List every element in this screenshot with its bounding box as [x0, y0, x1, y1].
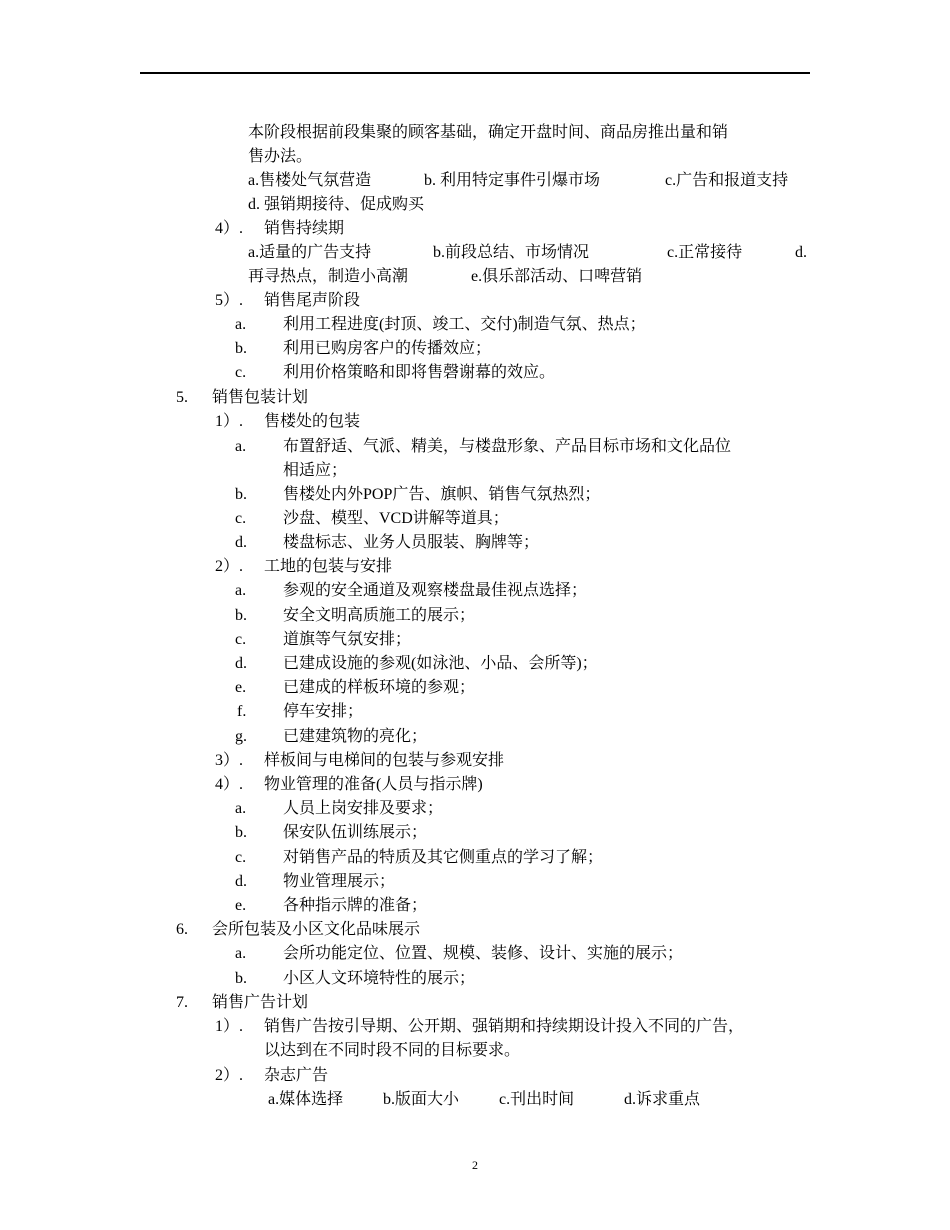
list-marker: b.: [235, 607, 247, 624]
s5-title: 销售尾声阶段: [264, 292, 361, 309]
list-marker: d.: [235, 534, 247, 551]
list-marker: d.: [235, 655, 247, 672]
list-item: 安全文明高质施工的展示；: [283, 607, 476, 624]
s4-option-e: e.俱乐部活动、口啤营销: [471, 268, 643, 285]
list-marker: c.: [235, 510, 247, 527]
sec5-sub4-title: 物业管理的准备(人员与指示牌): [264, 776, 483, 793]
sec7-option-c: c.刊出时间: [499, 1091, 575, 1108]
stage-option-a: a.售楼处气氛营造: [248, 172, 372, 189]
list-marker: f.: [237, 703, 247, 720]
list-marker: e.: [235, 897, 247, 914]
list-marker: g.: [235, 728, 247, 745]
list-marker: d.: [235, 873, 247, 890]
list-marker: b.: [235, 824, 247, 841]
list-item: 参观的安全通道及观察楼盘最佳视点选择；: [283, 582, 588, 599]
sec6-number: 6.: [176, 921, 188, 938]
list-item: 已建建筑物的亮化；: [283, 728, 428, 745]
stage-intro-line2: 售办法。: [248, 148, 313, 165]
s4-title: 销售持续期: [264, 220, 345, 237]
s4-option-d-text: 再寻热点，制造小高潮: [248, 268, 409, 285]
sec5-title: 销售包装计划: [212, 389, 309, 406]
s4-option-b: b.前段总结、市场情况: [433, 244, 590, 261]
list-marker: c.: [235, 364, 247, 381]
list-marker: a.: [235, 582, 247, 599]
sec7-option-b: b.版面大小: [383, 1091, 460, 1108]
list-item: 人员上岗安排及要求；: [283, 800, 444, 817]
stage-option-d: d. 强销期接待、促成购买: [248, 196, 425, 213]
sec5-sub1-title: 售楼处的包装: [264, 413, 361, 430]
list-marker: b.: [235, 970, 247, 987]
list-item: 道旗等气氛安排；: [283, 631, 412, 648]
list-item: 沙盘、模型、VCD讲解等道具；: [283, 510, 509, 527]
stage-option-c: c.广告和报道支持: [665, 172, 789, 189]
list-item: 会所功能定位、位置、规模、装修、设计、实施的展示；: [283, 945, 684, 962]
list-item: 已建成设施的参观(如泳池、小品、会所等)；: [283, 655, 598, 672]
stage-option-b: b. 利用特定事件引爆市场: [424, 172, 601, 189]
list-item: 已建成的样板环境的参观；: [283, 679, 476, 696]
list-item: 利用价格策略和即将售磬谢幕的效应。: [283, 364, 556, 381]
list-marker: c.: [235, 631, 247, 648]
list-marker: b.: [235, 340, 247, 357]
sec7-option-d: d.诉求重点: [624, 1091, 701, 1108]
sec7-title: 销售广告计划: [212, 994, 309, 1011]
sec7-sub1-line1: 销售广告按引导期、公开期、强销期和持续期设计投入不同的广告，: [264, 1018, 745, 1035]
list-marker: a.: [235, 800, 247, 817]
sec7-sub2-number: 2）.: [215, 1067, 244, 1084]
list-item-continuation: 相适应；: [283, 462, 348, 479]
sec7-number: 7.: [176, 994, 188, 1011]
list-marker: b.: [235, 486, 247, 503]
header-rule: [140, 72, 810, 74]
s4-number: 4）.: [215, 220, 244, 237]
s4-option-a: a.适量的广告支持: [248, 244, 372, 261]
list-item: 布置舒适、气派、精美，与楼盘形象、产品目标市场和文化品位: [283, 438, 732, 455]
list-item: 利用已购房客户的传播效应；: [283, 340, 492, 357]
sec5-sub1-number: 1）.: [215, 413, 244, 430]
list-marker: a.: [235, 438, 247, 455]
list-item: 停车安排；: [283, 703, 364, 720]
s5-number: 5）.: [215, 292, 244, 309]
list-item: 保安队伍训练展示；: [283, 824, 428, 841]
list-marker: a.: [235, 945, 247, 962]
list-item: 物业管理展示；: [283, 873, 396, 890]
list-item: 利用工程进度(封顶、竣工、交付)制造气氛、热点；: [283, 316, 646, 333]
sec5-sub3-number: 3）.: [215, 752, 244, 769]
stage-intro-line1: 本阶段根据前段集聚的顾客基础，确定开盘时间、商品房推出量和销: [248, 124, 729, 141]
list-marker: e.: [235, 679, 247, 696]
sec7-sub1-number: 1）.: [215, 1018, 244, 1035]
list-item: 各种指示牌的准备；: [283, 897, 428, 914]
sec5-sub2-title: 工地的包装与安排: [264, 558, 393, 575]
page-number: 2: [472, 1158, 478, 1172]
sec7-sub2-title: 杂志广告: [264, 1067, 329, 1084]
list-item: 楼盘标志、业务人员服装、胸牌等；: [283, 534, 540, 551]
sec5-sub3-title: 样板间与电梯间的包装与参观安排: [264, 752, 505, 769]
s4-option-d-marker: d.: [795, 244, 807, 261]
list-item: 售楼处内外POP广告、旗帜、销售气氛热烈；: [283, 486, 601, 503]
s4-option-c: c.正常接待: [667, 244, 743, 261]
list-item: 对销售产品的特质及其它侧重点的学习了解；: [283, 849, 604, 866]
list-marker: a.: [235, 316, 247, 333]
sec7-option-a: a.媒体选择: [268, 1091, 344, 1108]
sec6-title: 会所包装及小区文化品味展示: [212, 921, 421, 938]
sec7-sub1-line2: 以达到在不同时段不同的目标要求。: [264, 1042, 521, 1059]
sec5-sub4-number: 4）.: [215, 776, 244, 793]
list-marker: c.: [235, 849, 247, 866]
list-item: 小区人文环境特性的展示；: [283, 970, 476, 987]
sec5-sub2-number: 2）.: [215, 558, 244, 575]
sec5-number: 5.: [176, 389, 188, 406]
